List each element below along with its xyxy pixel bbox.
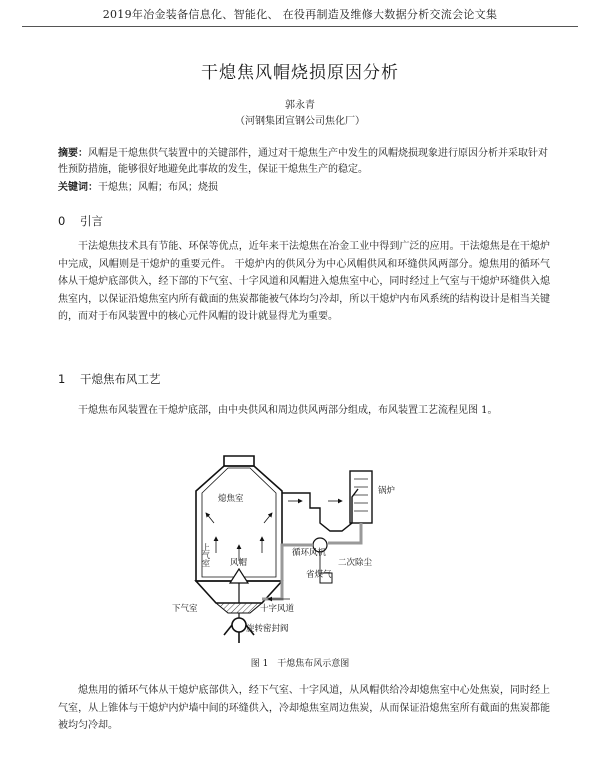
paper-author: 郭永青 — [285, 100, 315, 111]
label-circulation-fan: 循环风机 — [292, 548, 327, 558]
airflow-arrows — [206, 513, 272, 561]
abstract-text: 风帽是干熄焦供气装置中的关键部件，通过对干熄焦生产中发生的风帽烧损现象进行原因分析并采取针对性预防措施，能够很好地避免此事故的发生，保证干熄焦生产的稳定。 — [58, 148, 548, 175]
paper-affiliation: （河钢集团宣钢公司焦化厂） — [235, 116, 365, 127]
figure-caption: 图 1 干熄焦布风示意图 — [250, 659, 350, 669]
keywords — [58, 181, 550, 195]
label-economizer: 省煤气 — [306, 570, 332, 580]
abstract-label: 摘要： — [58, 148, 88, 159]
intro-paragraph: 干法熄焦技术具有节能、环保等优点，近年来干法熄焦在冶金工业中得到广泛的应用。干法熄焦是在干熄炉中完成，风帽则是干熄炉的重要元件。 干熄炉内的供风分为中心风帽供风和环缝供风两部分。熄焦用的循环气体从干熄炉底部供入，经下部的下气室、十字风道和风帽进入熄焦室中心，同时经过上气室与干熄炉环缝供入熄焦室内，以保证沿熄焦室内所有截面的焦炭都能被气体均匀冷却，所以干熄炉内布风系统的结构设计是相当关键的，而对于布风装置中的核心元件风帽的设计就显得尤为重要。 — [58, 241, 550, 322]
process-paragraph-1: 干熄焦布风装置在干熄炉底部，由中央供风和周边供风两部分组成，布风装置工艺流程见图 1。 — [78, 405, 498, 416]
section-number: 0 — [58, 214, 66, 228]
keywords-text: 干熄焦；风帽；布风；烧损 — [98, 182, 218, 193]
air-distribution-diagram — [170, 453, 440, 653]
section-title: 干熄焦布风工艺 — [80, 372, 161, 386]
section-number: 1 — [58, 372, 66, 386]
label-lower-air-chamber: 下气室 — [172, 604, 198, 614]
process-paragraph-2: 熄焦用的循环气体从干熄炉底部供入，经下气室、十字风道，从风帽供给冷却熄焦室中心处焦炭，同时经上气室，从上锥体与干熄炉内炉墙中间的环缝供入，冷却熄焦室周边焦炭，从而保证沿熄焦室所有截面的焦炭都能被均匀冷却。 — [58, 685, 550, 731]
label-boiler: 锅炉 — [378, 486, 396, 496]
label-cross-duct: 十字风道 — [260, 604, 295, 614]
section-title: 引言 — [80, 214, 103, 228]
label-upper-air-chamber: 上气室 — [201, 543, 211, 567]
paper-title: 干熄焦风帽烧损原因分析 — [201, 63, 399, 83]
header-divider — [22, 26, 578, 27]
boiler-unit — [282, 471, 372, 531]
label-rotary-valve: 旋转密封阀 — [246, 624, 289, 634]
keywords-label: 关键词： — [58, 182, 98, 193]
diagram-svg — [170, 453, 440, 653]
running-header: 2019年冶金装备信息化、智能化、 在役再制造及维修大数据分析交流会论文集 — [102, 8, 498, 21]
label-air-cap: 风帽 — [230, 558, 248, 568]
abstract — [58, 146, 550, 178]
section-heading-process — [58, 371, 161, 387]
label-quench-chamber: 熄焦室 — [218, 494, 244, 504]
label-secondary-dust: 二次除尘 — [338, 558, 373, 568]
section-heading-intro — [58, 213, 103, 229]
air-cap-shape — [230, 569, 248, 603]
